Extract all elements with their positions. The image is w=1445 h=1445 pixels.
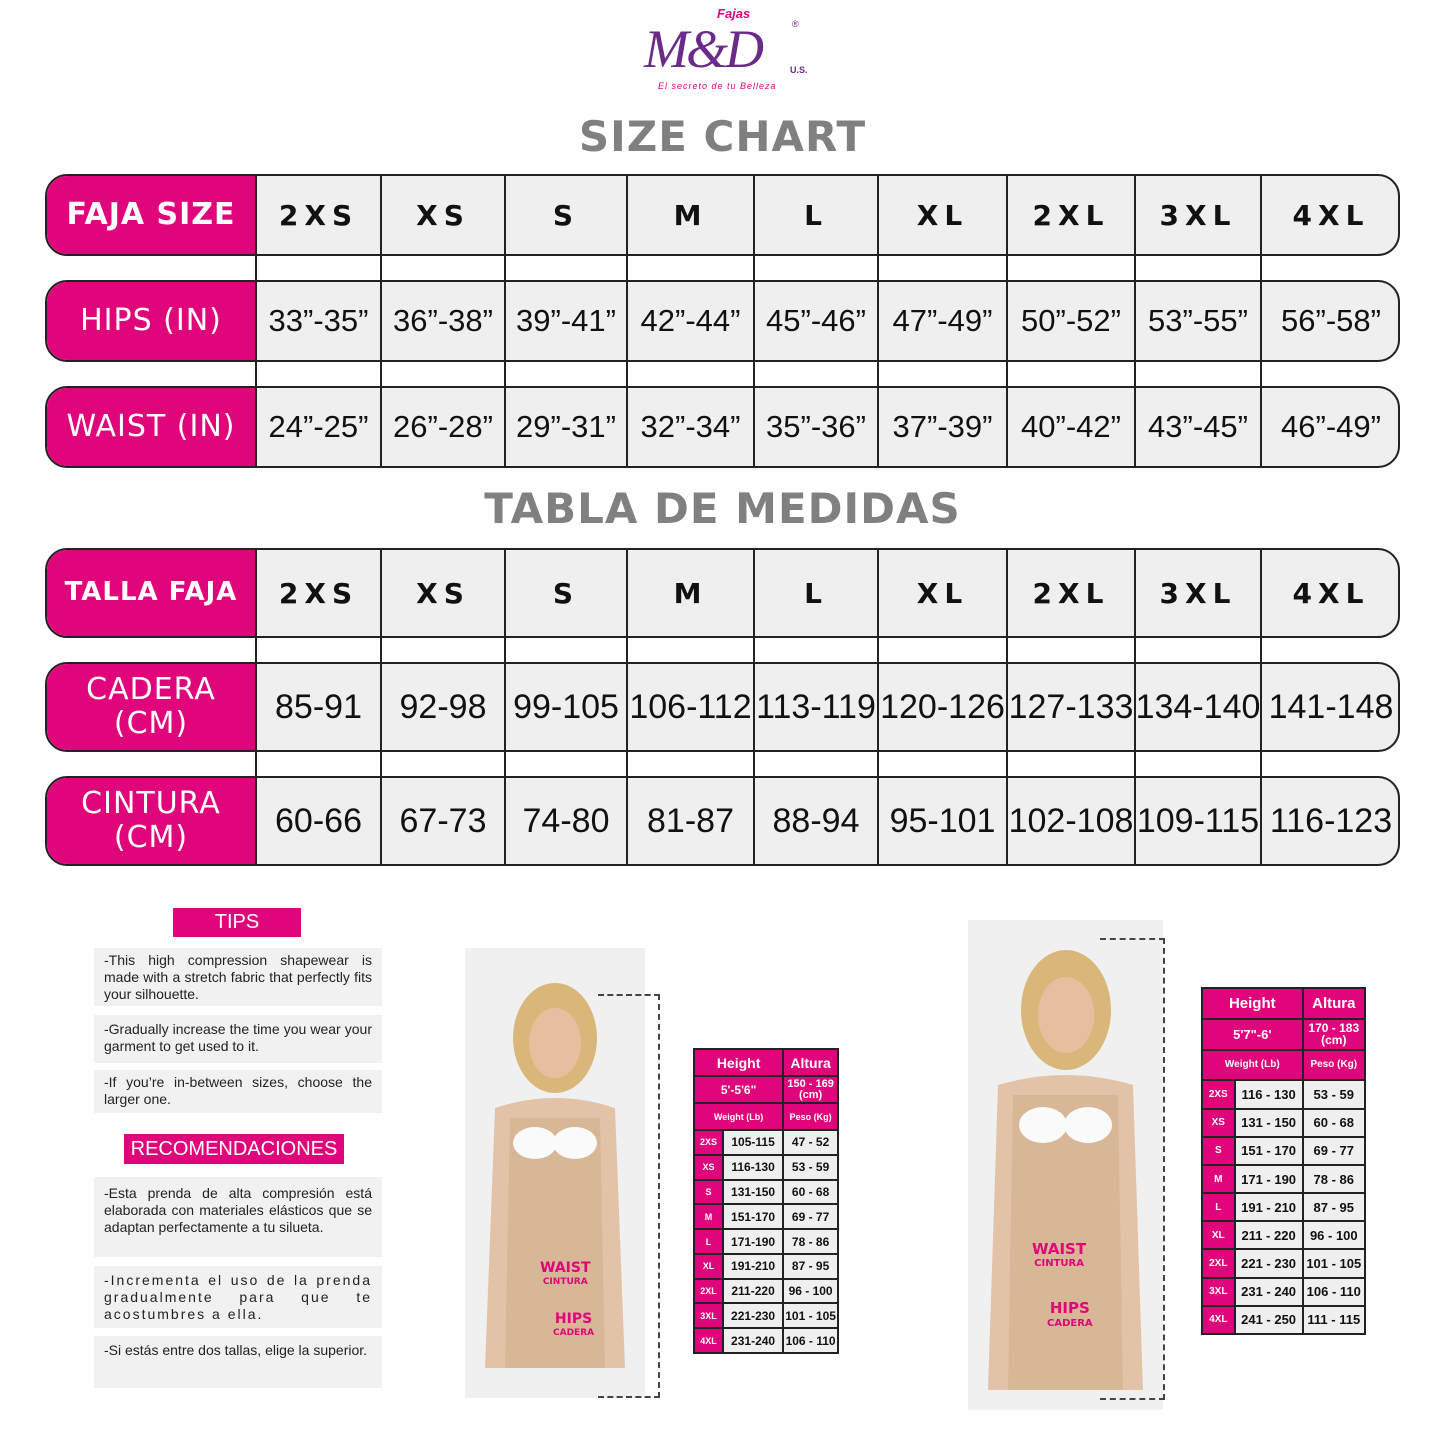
size-label: 3XL bbox=[1203, 1279, 1234, 1305]
logo-fajas: Fajas bbox=[717, 6, 751, 21]
size-label: XL bbox=[1203, 1222, 1234, 1248]
row-label: FAJA SIZE bbox=[47, 176, 257, 254]
size-cell: 99-105 bbox=[506, 664, 628, 750]
weight-kg: 106 - 110 bbox=[1304, 1279, 1364, 1305]
weight-lb: 191 - 210 bbox=[1236, 1194, 1302, 1220]
weight-kg: 96 - 100 bbox=[1304, 1222, 1364, 1248]
size-cell: S bbox=[506, 176, 628, 254]
weight-lb: 151 - 170 bbox=[1236, 1138, 1302, 1164]
size-cell: 2XL bbox=[1008, 176, 1136, 254]
logo-registered: ® bbox=[792, 19, 799, 29]
size-label: 2XS bbox=[695, 1131, 722, 1154]
row-gap bbox=[255, 362, 1262, 386]
size-cell: M bbox=[628, 550, 755, 636]
size-cell: 95-101 bbox=[879, 778, 1008, 864]
weight-lb: 171-190 bbox=[724, 1230, 782, 1253]
size-cell: 92-98 bbox=[382, 664, 506, 750]
size-cell: 56”-58” bbox=[1281, 303, 1381, 338]
size-cell: 2XS bbox=[257, 176, 382, 254]
size-cell: 45”-46” bbox=[755, 282, 879, 360]
size-cell: 116-123 bbox=[1269, 801, 1393, 840]
waist-label: WAIST CINTURA bbox=[540, 1260, 591, 1287]
row-gap bbox=[255, 638, 1262, 662]
size-cell: 4XL bbox=[1292, 198, 1370, 232]
size-cell: 24”-25” bbox=[257, 388, 382, 466]
hips-label: HIPS CADERA bbox=[553, 1311, 595, 1338]
logo-us: U.S. bbox=[790, 65, 808, 75]
weight-kg: 60 - 68 bbox=[1304, 1110, 1364, 1136]
size-cell: 127-133 bbox=[1008, 664, 1136, 750]
weight-lb: 221 - 230 bbox=[1236, 1250, 1302, 1276]
weight-kg: 69 - 77 bbox=[784, 1205, 837, 1228]
size-label: M bbox=[695, 1205, 722, 1228]
weight-lb: 131-150 bbox=[724, 1181, 782, 1204]
weight-kg: 78 - 86 bbox=[1304, 1166, 1364, 1192]
size-cell: 109-115 bbox=[1136, 778, 1262, 864]
size-cell: 33”-35” bbox=[257, 282, 382, 360]
weight-lb: 231 - 240 bbox=[1236, 1279, 1302, 1305]
size-row bbox=[45, 174, 1400, 256]
weight-lb: 151-170 bbox=[724, 1205, 782, 1228]
recomendacion-item: -Incrementa el uso de la prenda gradualmente para que te acostumbres a ella. bbox=[94, 1266, 382, 1328]
size-cell: 106-112 bbox=[628, 664, 755, 750]
weight-kg: 69 - 77 bbox=[1304, 1138, 1364, 1164]
row-label: TALLA FAJA bbox=[47, 550, 257, 636]
weight-kg: 53 - 59 bbox=[1304, 1081, 1364, 1107]
weight-lb: 131 - 150 bbox=[1236, 1110, 1302, 1136]
peso-header: Peso (Kg) bbox=[1304, 1051, 1364, 1080]
weight-kg: 60 - 68 bbox=[784, 1181, 837, 1204]
row-label: CADERA (CM) bbox=[47, 664, 257, 750]
recomendaciones-heading: RECOMENDACIONES bbox=[124, 1134, 344, 1164]
row-gap bbox=[255, 256, 1262, 280]
recomendacion-item: -Si estás entre dos tallas, elige la superior. bbox=[94, 1336, 382, 1388]
recomendacion-item: -Esta prenda de alta compresión está elaborada con materiales elásticos que se adaptan perfectamente a tu silueta. bbox=[94, 1177, 382, 1257]
size-label: 2XL bbox=[695, 1280, 722, 1303]
weight-lb: 241 - 250 bbox=[1236, 1307, 1302, 1333]
size-cell: XS bbox=[382, 550, 506, 636]
row-label: CINTURA (CM) bbox=[47, 778, 257, 864]
size-cell: 81-87 bbox=[628, 778, 755, 864]
weight-kg: 101 - 105 bbox=[784, 1304, 837, 1327]
weight-lb: 211-220 bbox=[724, 1280, 782, 1303]
tip-item: -This high compression shapewear is made with a stretch fabric that perfectly fits your silhouette. bbox=[94, 948, 382, 1006]
size-cell: 3XL bbox=[1136, 176, 1262, 254]
size-row bbox=[45, 776, 1400, 866]
size-label: 4XL bbox=[695, 1329, 722, 1352]
size-cell: 26”-28” bbox=[382, 388, 506, 466]
altura-header: Altura bbox=[784, 1050, 837, 1075]
height-header: Height bbox=[1203, 989, 1302, 1018]
weight-kg: 47 - 52 bbox=[784, 1131, 837, 1154]
weight-kg: 87 - 95 bbox=[784, 1255, 837, 1278]
size-cell: 141-148 bbox=[1268, 687, 1394, 726]
size-cell: 47”-49” bbox=[879, 282, 1008, 360]
size-label: 2XL bbox=[1203, 1250, 1234, 1276]
height-weight-table bbox=[693, 1048, 839, 1354]
tabla-medidas-title: TABLA DE MEDIDAS bbox=[484, 484, 961, 533]
size-cell: XS bbox=[382, 176, 506, 254]
weight-kg: 101 - 105 bbox=[1304, 1250, 1364, 1276]
size-label: XS bbox=[1203, 1110, 1234, 1136]
measure-line bbox=[1100, 938, 1165, 1400]
size-cell: XL bbox=[879, 176, 1008, 254]
size-label: 2XS bbox=[1203, 1081, 1234, 1107]
size-row bbox=[45, 386, 1400, 468]
altura-header: Altura bbox=[1304, 989, 1364, 1018]
row-gap bbox=[255, 752, 1262, 776]
weight-lb: 105-115 bbox=[724, 1131, 782, 1154]
weight-lb: 211 - 220 bbox=[1236, 1222, 1302, 1248]
hips-label: HIPS CADERA bbox=[1047, 1299, 1093, 1329]
altura-range: 170 - 183 (cm) bbox=[1304, 1020, 1364, 1049]
brand-logo bbox=[640, 5, 815, 97]
size-cell: 40”-42” bbox=[1008, 388, 1136, 466]
weight-lb: 171 - 190 bbox=[1236, 1166, 1302, 1192]
weight-header: Weight (Lb) bbox=[695, 1104, 782, 1129]
size-cell: 74-80 bbox=[506, 778, 628, 864]
weight-header: Weight (Lb) bbox=[1203, 1051, 1302, 1080]
size-label: 4XL bbox=[1203, 1307, 1234, 1333]
size-cell: 43”-45” bbox=[1136, 388, 1262, 466]
size-cell: 2XL bbox=[1008, 550, 1136, 636]
weight-kg: 53 - 59 bbox=[784, 1156, 837, 1179]
size-label: L bbox=[1203, 1194, 1234, 1220]
weight-kg: 106 - 110 bbox=[784, 1329, 837, 1352]
size-cell: 35”-36” bbox=[755, 388, 879, 466]
size-cell: 42”-44” bbox=[628, 282, 755, 360]
size-cell: L bbox=[755, 550, 879, 636]
weight-lb: 231-240 bbox=[724, 1329, 782, 1352]
size-label: M bbox=[1203, 1166, 1234, 1192]
tip-item: -If you’re in-between sizes, choose the larger one. bbox=[94, 1070, 382, 1113]
size-cell: 36”-38” bbox=[382, 282, 506, 360]
size-cell: 53”-55” bbox=[1136, 282, 1262, 360]
size-cell: L bbox=[755, 176, 879, 254]
row-label: HIPS (IN) bbox=[47, 282, 257, 360]
weight-kg: 96 - 100 bbox=[784, 1280, 837, 1303]
size-chart-title: SIZE CHART bbox=[578, 112, 867, 161]
logo-tagline: El secreto de tu Belleza bbox=[658, 81, 777, 91]
size-label: L bbox=[695, 1230, 722, 1253]
waist-label: WAIST CINTURA bbox=[1032, 1240, 1087, 1269]
weight-kg: 78 - 86 bbox=[784, 1230, 837, 1253]
size-row bbox=[45, 280, 1400, 362]
size-cell: 60-66 bbox=[257, 778, 382, 864]
weight-lb: 116-130 bbox=[724, 1156, 782, 1179]
size-cell: XL bbox=[879, 550, 1008, 636]
size-cell: 29”-31” bbox=[506, 388, 628, 466]
size-cell: 37”-39” bbox=[879, 388, 1008, 466]
size-label: 3XL bbox=[695, 1304, 722, 1327]
size-cell: 88-94 bbox=[755, 778, 879, 864]
weight-kg: 87 - 95 bbox=[1304, 1194, 1364, 1220]
size-label: XL bbox=[695, 1255, 722, 1278]
height-header: Height bbox=[695, 1050, 782, 1075]
size-cell: S bbox=[506, 550, 628, 636]
size-cell: 46”-49” bbox=[1281, 409, 1381, 444]
size-label: S bbox=[1203, 1138, 1234, 1164]
height-weight-table bbox=[1201, 987, 1366, 1335]
size-cell: 102-108 bbox=[1008, 778, 1136, 864]
weight-lb: 116 - 130 bbox=[1236, 1081, 1302, 1107]
height-range: 5'7"-6' bbox=[1203, 1020, 1302, 1049]
tips-heading: TIPS bbox=[173, 908, 301, 937]
altura-range: 150 - 169 (cm) bbox=[784, 1077, 837, 1102]
height-range: 5'-5'6" bbox=[695, 1077, 782, 1102]
peso-header: Peso (Kg) bbox=[784, 1104, 837, 1129]
size-cell: 39”-41” bbox=[506, 282, 628, 360]
size-cell: 2XS bbox=[257, 550, 382, 636]
size-cell: 85-91 bbox=[257, 664, 382, 750]
size-cell: 67-73 bbox=[382, 778, 506, 864]
measure-line bbox=[598, 994, 660, 1398]
size-cell: 50”-52” bbox=[1008, 282, 1136, 360]
weight-lb: 191-210 bbox=[724, 1255, 782, 1278]
size-cell: 120-126 bbox=[879, 664, 1008, 750]
tip-item: -Gradually increase the time you wear your garment to get used to it. bbox=[94, 1015, 382, 1063]
logo-md: M&D bbox=[644, 19, 761, 79]
size-cell: 134-140 bbox=[1136, 664, 1262, 750]
weight-kg: 111 - 115 bbox=[1304, 1307, 1364, 1333]
size-cell: 3XL bbox=[1136, 550, 1262, 636]
size-row bbox=[45, 548, 1400, 638]
size-cell: 113-119 bbox=[755, 664, 879, 750]
size-cell: 32”-34” bbox=[628, 388, 755, 466]
size-cell: 4XL bbox=[1292, 576, 1370, 610]
row-label: WAIST (IN) bbox=[47, 388, 257, 466]
size-cell: M bbox=[628, 176, 755, 254]
size-label: XS bbox=[695, 1156, 722, 1179]
weight-lb: 221-230 bbox=[724, 1304, 782, 1327]
size-label: S bbox=[695, 1181, 722, 1204]
size-row bbox=[45, 662, 1400, 752]
